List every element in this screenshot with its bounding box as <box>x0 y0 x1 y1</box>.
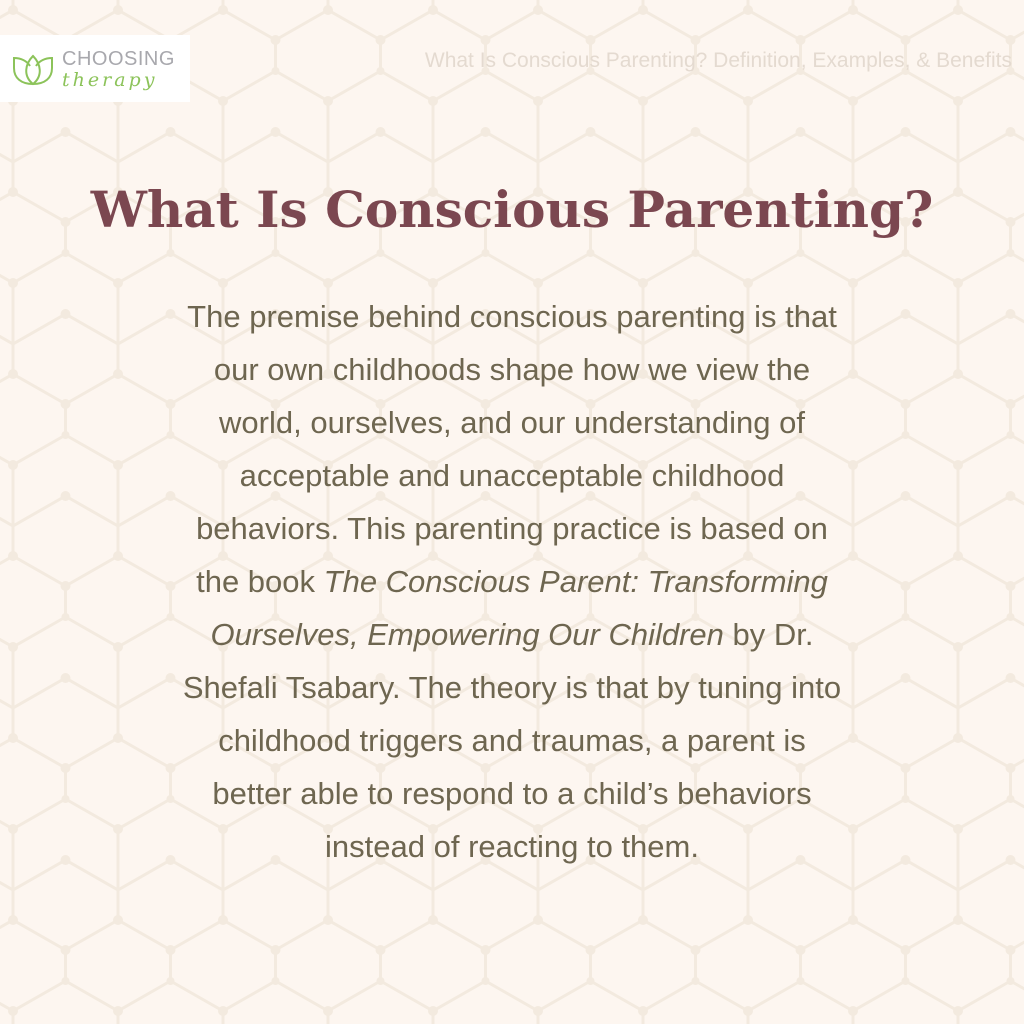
body-line: better able to respond to a child’s behaviors <box>212 776 812 811</box>
body-text: the book <box>196 564 324 599</box>
body-line: acceptable and unacceptable childhood <box>239 458 785 493</box>
book-title-part1: The Conscious Parent: Transforming <box>323 564 828 599</box>
body-line: world, ourselves, and our understanding of <box>219 405 805 440</box>
book-title-part2: Ourselves, Empowering Our Children <box>210 617 724 652</box>
body-line: Shefali Tsabary. The theory is that by tuning into <box>182 670 842 705</box>
body-line: instead of reacting to them. <box>325 829 699 864</box>
body-line <box>0 608 1024 661</box>
body-line: The premise behind conscious parenting is that <box>187 299 837 334</box>
page-title: What Is Conscious Parenting? <box>90 180 934 239</box>
logo-word-choosing: CHOOSING <box>62 48 175 70</box>
lotus-icon <box>11 52 55 86</box>
body-text: by Dr. <box>723 617 814 652</box>
body-paragraph <box>0 290 1024 873</box>
logo-word-therapy: therapy <box>62 69 158 91</box>
body-line: behaviors. This parenting practice is based on <box>196 511 828 546</box>
body-line: our own childhoods shape how we view the <box>213 352 811 387</box>
body-line: childhood triggers and traumas, a parent is <box>218 723 806 758</box>
article-header-title: What Is Conscious Parenting? Definition, Examples, & Benefits <box>424 49 1012 72</box>
choosing-therapy-logo[interactable] <box>0 35 190 102</box>
body-line <box>0 555 1024 608</box>
